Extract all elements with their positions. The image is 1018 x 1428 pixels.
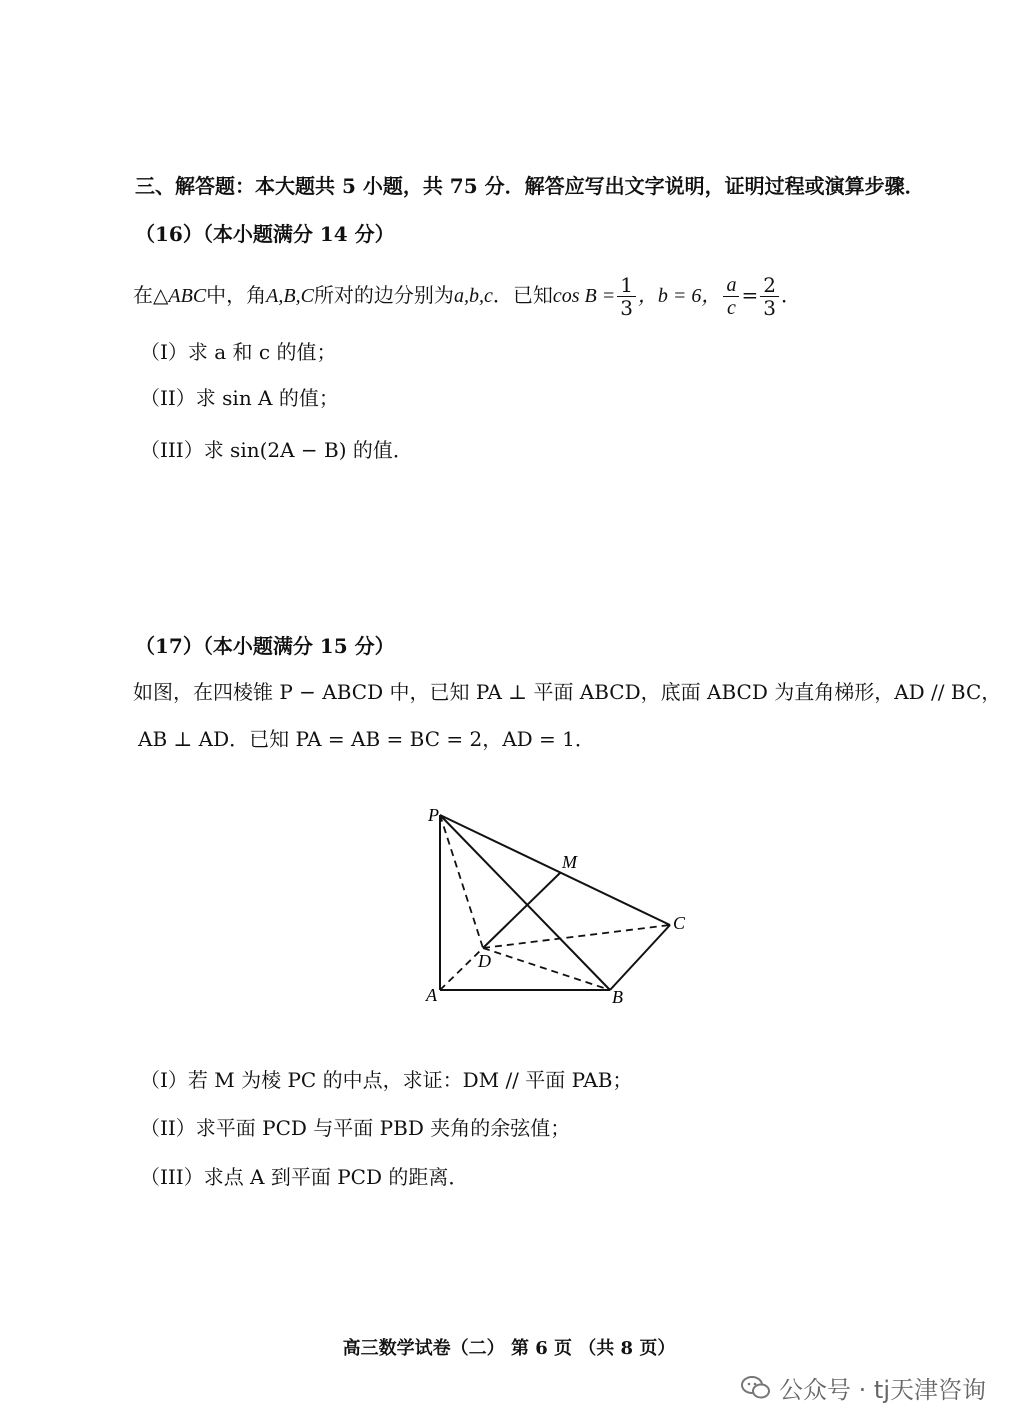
edge-dc — [483, 925, 670, 948]
q16-stem-b: 中，角 — [206, 283, 267, 307]
q16-stem — [133, 270, 801, 321]
edge-ad — [440, 948, 483, 990]
frac-num: 1 — [617, 274, 636, 297]
q16-b-eq: ，b = 6， — [637, 285, 722, 307]
label-p: P — [428, 805, 439, 825]
q16-sides: a,b,c — [453, 285, 493, 307]
q17-header: （17）（本小题满分 15 分） — [135, 634, 395, 658]
frac-den: 3 — [763, 296, 776, 320]
label-c: C — [673, 913, 686, 933]
frac-den: 3 — [620, 296, 633, 320]
edge-pd — [440, 815, 483, 948]
wechat-icon — [741, 1375, 771, 1401]
label-b: B — [612, 987, 623, 1007]
q17-stem-line2: AB ⊥ AD．已知 PA = AB = BC = 2，AD = 1． — [138, 727, 595, 751]
q16-frac-cos — [617, 274, 636, 319]
q16-part2: （II）求 sin A 的值； — [140, 386, 339, 410]
q16-stem-end: ． — [780, 283, 801, 307]
watermark-text: 公众号 · tj天津咨询 — [779, 1376, 986, 1404]
edge-pb — [440, 815, 610, 990]
q17-part1: （I）若 M 为棱 PC 的中点，求证：DM // 平面 PAB； — [140, 1068, 633, 1092]
edge-pc — [440, 815, 670, 925]
watermark — [741, 1370, 986, 1405]
q16-part3: （III）求 sin(2A − B) 的值． — [140, 438, 413, 462]
label-d: D — [478, 951, 491, 971]
q16-stem-c: 所对的边分别为 — [313, 283, 454, 307]
page-footer: 高三数学试卷（二） 第 6 页 （共 8 页） — [342, 1338, 676, 1359]
q16-angles: A,B,C — [266, 285, 314, 307]
label-m: M — [562, 852, 577, 872]
segment-dm — [483, 873, 560, 948]
q16-stem-d: ．已知 — [492, 283, 553, 307]
q16-part1: （I）求 a 和 c 的值； — [140, 340, 337, 364]
edge-bc — [610, 925, 670, 990]
q16-triangle: △ABC — [153, 285, 207, 307]
frac-num: a — [723, 274, 739, 297]
q16-frac-ac — [723, 274, 739, 319]
q16-header: （16）（本小题满分 14 分） — [135, 222, 395, 246]
q16-frac-ratio — [760, 274, 779, 319]
frac-num: 2 — [760, 274, 779, 297]
label-a: A — [426, 985, 437, 1005]
q16-stem-a: 在 — [133, 283, 153, 307]
q16-eq: = — [741, 283, 759, 307]
q17-part2: （II）求平面 PCD 与平面 PBD 夹角的余弦值； — [140, 1116, 571, 1140]
q17-stem-line1: 如图，在四棱锥 P − ABCD 中，已知 PA ⊥ 平面 ABCD，底面 ABCD 为直角梯形，AD // BC， — [133, 680, 1002, 704]
q17-part3: （III）求点 A 到平面 PCD 的距离． — [140, 1165, 469, 1189]
pyramid-figure — [410, 795, 700, 1010]
q16-cos: cos B = — [552, 285, 616, 307]
section-heading: 三、解答题：本大题共 5 小题，共 75 分．解答应写出文字说明，证明过程或演算步骤． — [135, 174, 925, 198]
frac-den: c — [726, 297, 736, 319]
